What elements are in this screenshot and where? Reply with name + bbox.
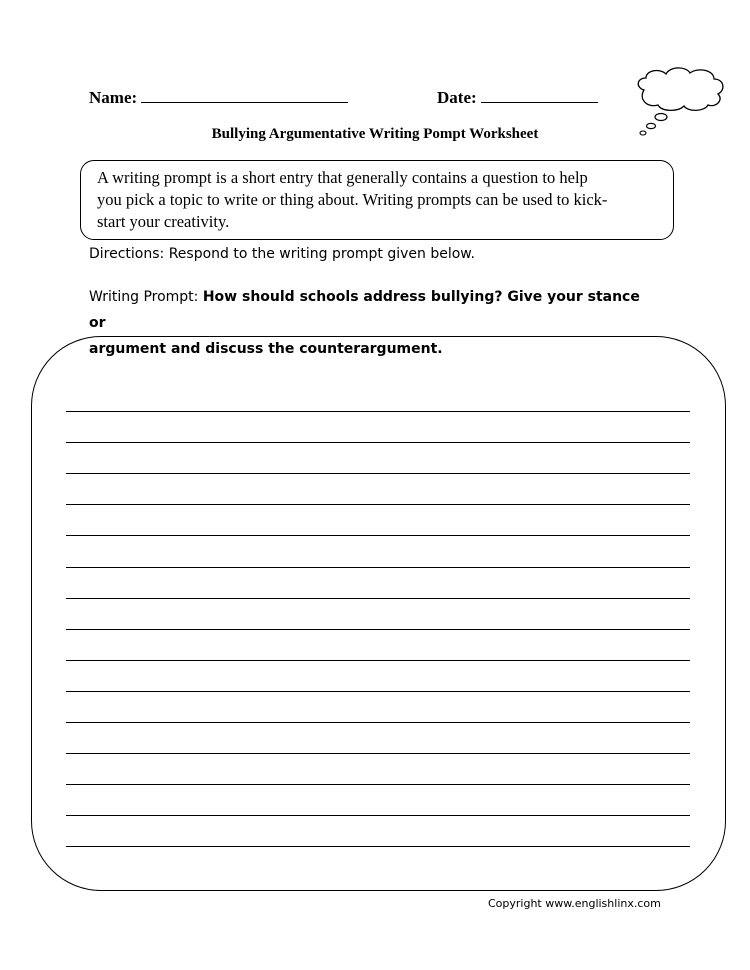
date-field <box>437 88 598 108</box>
writing-area[interactable] <box>31 336 726 891</box>
writing-line[interactable] <box>66 411 690 412</box>
writing-line[interactable] <box>66 598 690 599</box>
directions-text: Directions: Respond to the writing prompt given below. <box>89 246 475 262</box>
writing-line[interactable] <box>66 691 690 692</box>
intro-line-2: you pick a topic to write or thing about. Writing prompts can be used to kick- <box>97 190 608 209</box>
page-title: Bullying Argumentative Writing Pompt Worksheet <box>211 126 539 142</box>
date-blank[interactable] <box>481 88 598 103</box>
writing-line[interactable] <box>66 535 690 536</box>
prompt-question-line-2: argument and discuss the counterargument. <box>89 341 443 357</box>
name-label: Name: <box>89 88 138 107</box>
writing-line[interactable] <box>66 567 690 568</box>
writing-line[interactable] <box>66 629 690 630</box>
prompt-label: Writing Prompt: <box>89 289 203 305</box>
intro-line-1: A writing prompt is a short entry that generally contains a question to help <box>97 168 588 187</box>
prompt-question-line-1: How should schools address bullying? Give your stance or <box>89 289 640 331</box>
writing-line[interactable] <box>66 846 690 847</box>
header-row <box>89 88 609 112</box>
writing-line[interactable] <box>66 660 690 661</box>
name-field <box>89 88 348 108</box>
writing-line[interactable] <box>66 442 690 443</box>
writing-line[interactable] <box>66 504 690 505</box>
writing-line[interactable] <box>66 784 690 785</box>
intro-line-3: start your creativity. <box>97 212 230 231</box>
writing-line[interactable] <box>66 753 690 754</box>
name-blank[interactable] <box>141 88 348 103</box>
writing-line[interactable] <box>66 473 690 474</box>
intro-box <box>80 160 674 240</box>
date-label: Date: <box>437 88 477 107</box>
writing-line[interactable] <box>66 815 690 816</box>
writing-line[interactable] <box>66 722 690 723</box>
copyright-text: Copyright www.englishlinx.com <box>488 897 661 910</box>
